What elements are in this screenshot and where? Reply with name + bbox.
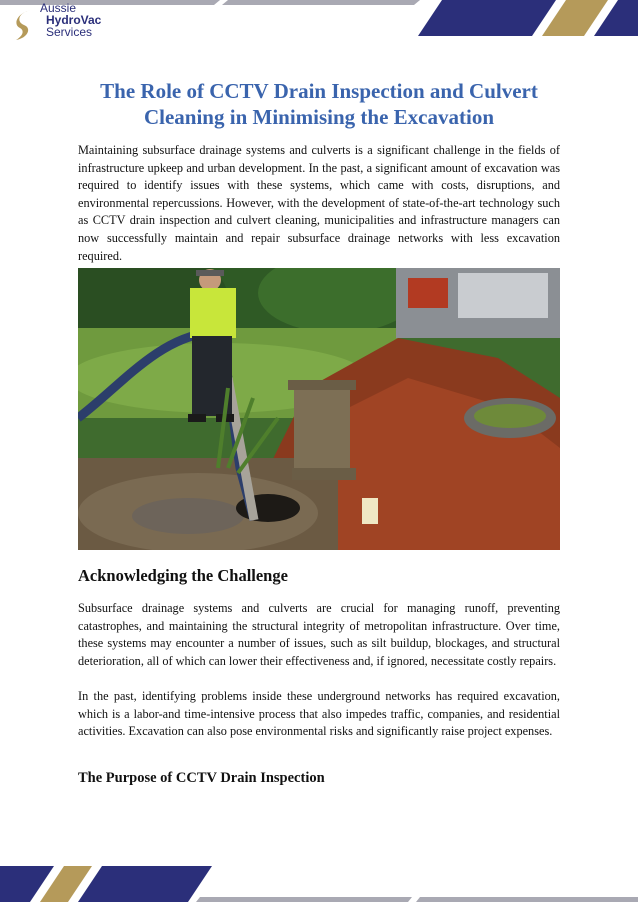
footer-decoration — [0, 866, 638, 902]
hydrovac-photo — [78, 268, 560, 550]
section1-paragraph2: In the past, identifying problems inside these underground networks has required excavation, which is a labor-and time-intensive process that also impedes traffic, companies, and residential activities. Excavation can also pose environmental risks and significantly raise project expenses. — [78, 689, 560, 739]
logo-swoosh-icon — [14, 8, 36, 42]
section1-heading: Acknowledging the Challenge — [78, 566, 288, 585]
intro-paragraph: Maintaining subsurface drainage systems and culverts is a significant challenge in the fields of infrastructure upkeep and urban development. In the past, a significant amount of excavation was required to identify issues with these systems, which came with costs, disruptions, and environmental repercussions. However, with the development of state-of-the-art technology such as CCTV drain inspection and culvert cleaning, municipalities and infrastructure managers can now successfully maintain and repair subsurface drainage networks with less excavation required. — [78, 143, 560, 263]
section1-paragraph1: Subsurface drainage systems and culverts are crucial for managing runoff, preventing catastrophes, and maintaining the structural integrity of metropolitan infrastructure. Over time, these systems may encounter a number of issues, such as silt buildup, blockages, and structural deterioration, all of which can lower their effectiveness and, if ignored, necessitate costly repairs. — [78, 601, 560, 668]
article-title: The Role of CCTV Drain Inspection and Culvert Cleaning in Minimising the Excavation — [100, 79, 538, 129]
section2-heading: The Purpose of CCTV Drain Inspection — [78, 770, 325, 786]
logo-line2: HydroVac — [46, 13, 102, 27]
logo-line1: Aussie — [40, 1, 77, 15]
logo-line3: Services — [46, 25, 93, 39]
company-logo — [12, 2, 122, 44]
